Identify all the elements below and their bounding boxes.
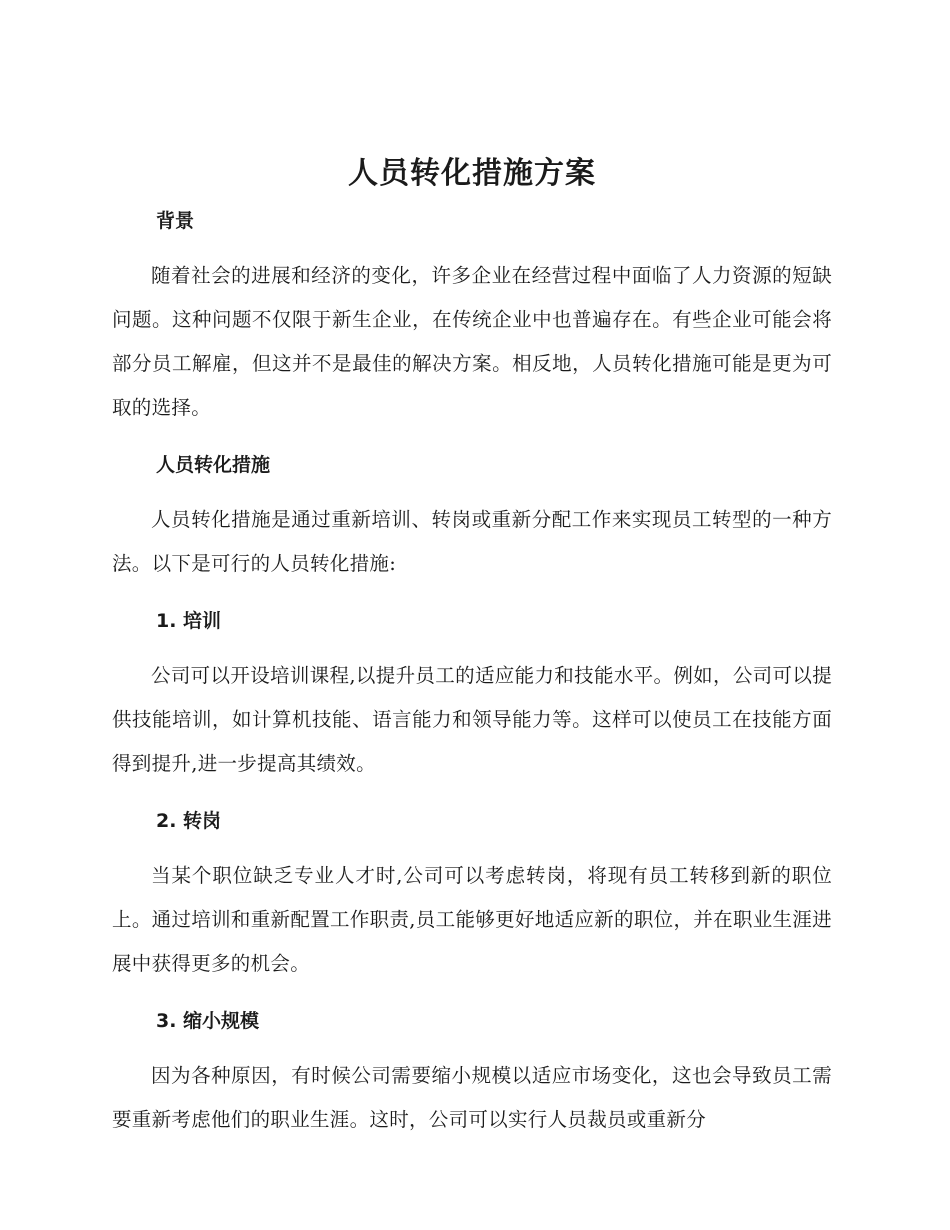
section-body-training: 公司可以开设培训课程,以提升员工的适应能力和技能水平。例如，公司可以提供技能培训，如计算机技能、语言能力和领导能力等。这样可以使员工在技能方面得到提升,进一步提高其绩效。 [112, 664, 832, 775]
section-body-transfer: 当某个职位缺乏专业人才时,公司可以考虑转岗，将现有员工转移到新的职位上。通过培训和重新配置工作职责,员工能够更好地适应新的职位，并在职业生涯进展中获得更多的机会。 [112, 864, 832, 975]
section-body-measures: 人员转化措施是通过重新培训、转岗或重新分配工作来实现员工转型的一种方法。以下是可行的人员转化措施: [112, 508, 832, 575]
document-title: 人员转化措施方案 [348, 156, 596, 191]
section-heading-background: 背景 [156, 210, 195, 232]
section-heading-measures: 人员转化措施 [156, 454, 271, 476]
document-page [112, 150, 832, 1142]
section-body-background: 随着社会的进展和经济的变化，许多企业在经营过程中面临了人力资源的短缺问题。这种问题不仅限于新生企业，在传统企业中也普遍存在。有些企业可能会将部分员工解雇，但这并不是最佳的解决方案。相反地，人员转化措施可能是更为可取的选择。 [112, 264, 832, 419]
section-body-downsizing: 因为各种原因，有时候公司需要缩小规模以适应市场变化，这也会导致员工需要重新考虑他们的职业生涯。这时，公司可以实行人员裁员或重新分 [112, 1064, 832, 1131]
section-heading-downsizing: 3. 缩小规模 [156, 1010, 260, 1032]
section-heading-transfer: 2. 转岗 [156, 810, 222, 832]
section-heading-training: 1. 培训 [156, 610, 222, 632]
